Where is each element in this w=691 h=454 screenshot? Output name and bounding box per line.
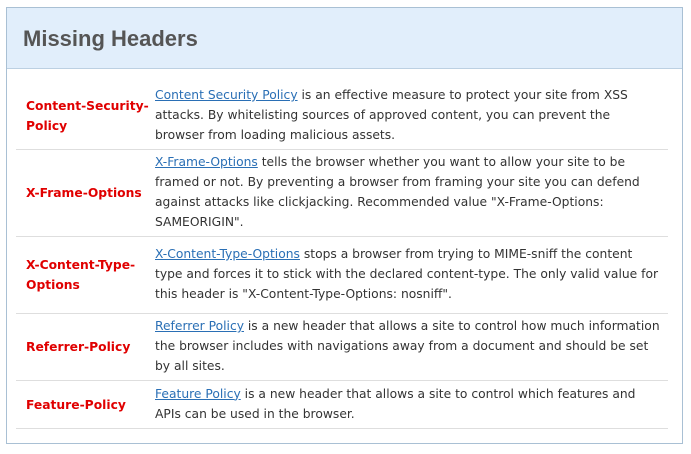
table-row [16,83,668,150]
missing-headers-table [16,83,668,429]
header-name: Feature-Policy [16,381,155,429]
header-doc-link[interactable]: Content Security Policy [155,88,298,102]
panel-title: Missing Headers [23,26,198,51]
header-doc-link[interactable]: X-Frame-Options [155,155,258,169]
header-doc-link[interactable]: X-Content-Type-Options [155,247,300,261]
header-name: Content-Security-Policy [16,83,155,150]
header-description-text: is an effective measure to protect your site from XSS attacks. By whitelisting sources of approved content, you can prevent the browser from loading malicious assets. [155,88,628,142]
header-description [155,314,668,381]
header-description [155,237,668,314]
header-description-text: stops a browser from trying to MIME-sniff the content type and forces it to stick with the declared content-type. The only valid value for this header is "X-Content-Type-Options: nosniff". [155,247,659,301]
header-description-text: is a new header that allows a site to control how much information the browser includes with navigations away from a document and should be set by all sites. [155,319,660,373]
header-name: Referrer-Policy [16,314,155,381]
header-description [155,83,668,150]
header-doc-link[interactable]: Feature Policy [155,386,241,401]
header-description-text: tells the browser whether you want to allow your site to be framed or not. By preventing a browser from framing your site you can defend against attacks like clickjacking. Recommended value "X-Frame-Options: SAMEORIGIN". [155,155,640,229]
panel-header [7,8,682,69]
header-description [155,381,668,429]
header-doc-link[interactable]: Referrer Policy [155,319,244,333]
header-description [155,150,668,237]
header-name: X-Content-Type-Options [16,237,155,314]
table-row [16,237,668,314]
table-row [16,314,668,381]
table-row [16,150,668,237]
table-row [16,381,668,429]
header-description-text: is a new header that allows a site to control which features and APIs can be used in the browser. [155,386,636,421]
header-name: X-Frame-Options [16,150,155,237]
